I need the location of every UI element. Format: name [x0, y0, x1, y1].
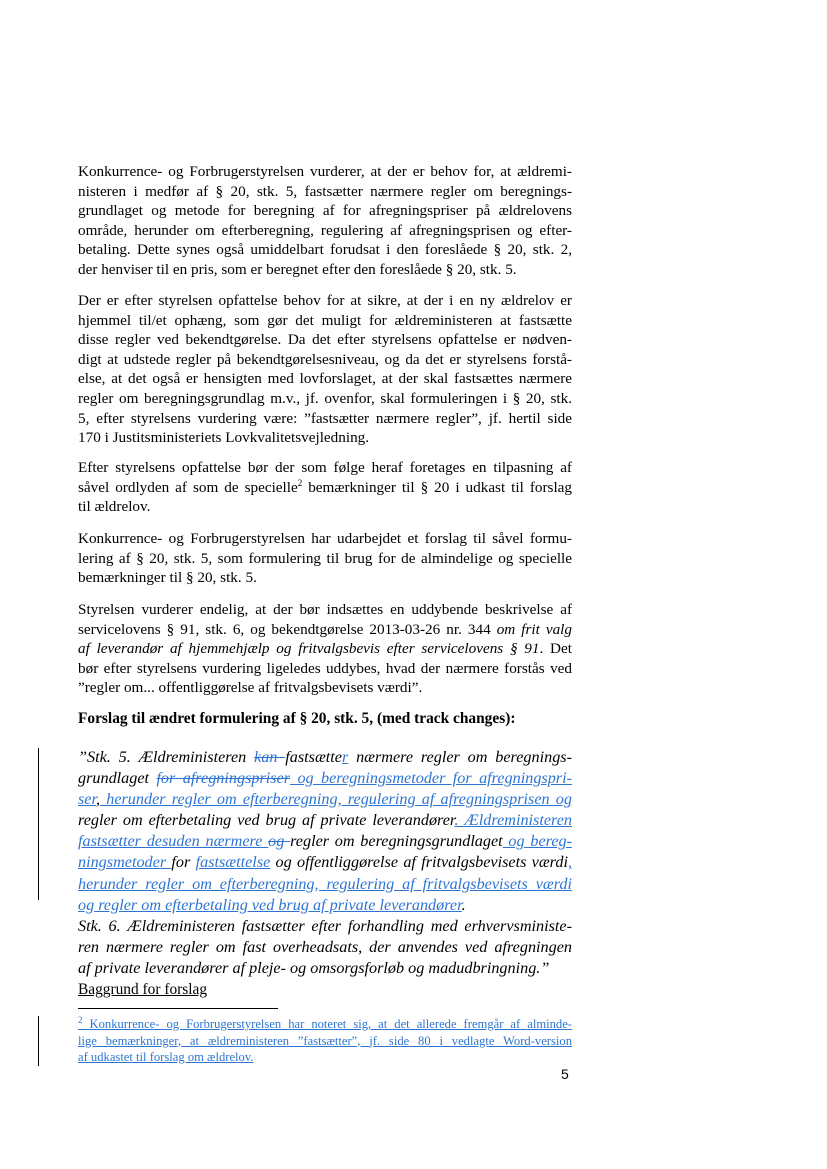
text-line: else, at det også er hensigten med lovforslaget, at der skal fastsættes nærmere: [78, 370, 572, 388]
tracked-line: af private leverandører af pleje- og omsorgsforløb og madudbringning.”: [78, 958, 550, 977]
text-line: [78, 620, 572, 640]
change-bar: [38, 748, 39, 900]
insertion[interactable]: ser: [78, 790, 96, 809]
paragraph-2: [78, 291, 572, 448]
footnote-reference[interactable]: 2: [297, 477, 303, 488]
italic-title: af leverandør af hjemmehjælp og fritvalgsbevis efter servicelovens § 91: [78, 640, 540, 658]
tracked-changes-block: [78, 747, 572, 979]
insertion[interactable]: r: [341, 748, 349, 766]
text-line: område, herunder om efterberegning, regulering af afregningsprisen og efter-: [78, 221, 572, 239]
page-number: 5: [561, 1066, 569, 1082]
text-run: regler om efterbetaling ved brug af private leverandører: [78, 811, 455, 830]
text-line: [78, 478, 572, 498]
deletion[interactable]: kan: [254, 748, 286, 766]
tracked-line: [78, 768, 572, 789]
tracked-line: [78, 895, 572, 916]
text-run: nærmere regler om beregnings-: [348, 748, 572, 766]
text-run: for: [171, 853, 196, 872]
footnote-line: [78, 1016, 572, 1033]
paragraph-3: [78, 458, 572, 517]
text-line: 5, efter styrelsens vurdering være: ”fastsætter nærmere regler”, jf. hertil side: [78, 409, 572, 427]
footnote-line: af udkastet til forslag om ældrelov.: [78, 1050, 254, 1064]
footnote-change-bar: [38, 1016, 39, 1066]
text-line: Efter styrelsens opfattelse bør der som følge heraf foretages en tilpasning af: [78, 459, 572, 476]
text-run: såvel ordlyden af som de specielle: [78, 478, 298, 496]
insertion[interactable]: og regler om efterbetaling ved brug af private leverandører: [78, 895, 462, 914]
deletion[interactable]: og: [268, 832, 291, 851]
deletion[interactable]: for afregningspriser: [156, 769, 291, 788]
paragraph-5: [78, 600, 572, 698]
tracked-line: [78, 831, 572, 852]
text-run: Konkurrence- og Forbrugerstyrelsen har noteret sig, at det allerede fremgår af alminde-: [82, 1017, 572, 1031]
text-line: bør efter styrelsens vurdering ligeledes uddybes, hvad der nærmere forstås ved: [78, 659, 572, 677]
text-run: regler om beregningsgrundlaget: [290, 832, 503, 851]
text-line: Der er efter styrelsen opfattelse behov for at sikre, at der i en ny ældrelov er: [78, 292, 572, 309]
text-line: 170 i Justitsministeriets Lovkvalitetsvejledning.: [78, 429, 370, 447]
text-line: nisteren i medfør af § 20, stk. 5, fastsætter nærmere regler om beregnings-: [78, 182, 572, 200]
text-run: ,: [96, 790, 101, 809]
text-line: regler om beregningsgrundlag m.v., jf. ovenfor, skal formuleringen i § 20, stk.: [78, 389, 572, 407]
tracked-line: [78, 747, 572, 768]
footnote-separator: [78, 1008, 278, 1009]
text-run: . Det: [539, 640, 572, 658]
text-run: grundlaget: [78, 769, 157, 788]
text-line: [78, 639, 572, 659]
subheading: Baggrund for forslag: [78, 981, 208, 998]
text-line: Konkurrence- og Forbrugerstyrelsen vurderer, at der er behov for, at ældremi-: [78, 163, 572, 180]
text-line: Styrelsen vurderer endelig, at der bør indsættes en uddybende beskrivelse af: [78, 601, 572, 618]
insertion[interactable]: herunder regler om efterberegning, regulering af fritvalgsbevisets værdi: [78, 874, 572, 893]
text-line: digt at udstede regler på bekendtgørelsesniveau, og da det er styrelsens forstå-: [78, 350, 572, 368]
text-line: hjemmel til/et ophæng, som gør det muligt for ældreministeren at fastsætte: [78, 311, 572, 329]
text-run: bemærkninger til § 20 i udkast til forslag: [302, 478, 572, 496]
text-run: ”Stk. 5. Ældreministeren: [78, 748, 255, 766]
insertion[interactable]: og beregningsmetoder for afregningspri-: [290, 769, 572, 788]
insertion[interactable]: fastsættelse: [195, 853, 271, 872]
text-line: grundlaget og metode for beregning af for afregningspriser på ældrelovens: [78, 202, 572, 220]
insertion[interactable]: ,: [567, 853, 572, 872]
tracked-line: Stk. 6. Ældreministeren fastsætter efter forhandling med erhvervsministe-: [78, 916, 572, 935]
tracked-line: ren nærmere regler om fast overheadsats, der anvendes ved afregningen: [78, 937, 572, 956]
text-run: og offentliggørelse af fritvalgsbevisets værdi: [270, 853, 568, 872]
paragraph-1: [78, 162, 572, 280]
tracked-line: [78, 810, 572, 831]
text-line: ”regler om... offentliggørelse af fritvalgsbevisets værdi”.: [78, 679, 423, 697]
text-run: .: [461, 895, 466, 914]
footnote-line: lige bemærkninger, at ældreministeren ”fastsætter”, jf. side 80 i vedlagte Word-version: [78, 1033, 572, 1048]
insertion[interactable]: og bereg-: [502, 832, 572, 851]
tracked-line: [78, 874, 572, 895]
tracked-line: [78, 852, 572, 873]
insertion[interactable]: herunder regler om efterberegning, regulering af afregningsprisen og: [100, 790, 572, 809]
text-run: servicelovens § 91, stk. 6, og bekendtgørelse 2013-03-26 nr. 344: [78, 620, 497, 638]
text-line: der henviser til en pris, som er beregnet efter den foreslåede § 20, stk. 5.: [78, 260, 517, 278]
text-line: lering af § 20, stk. 5, som formulering til brug for de almindelige og specielle: [78, 549, 572, 567]
text-line: disse regler ved bekendtgørelse. Da det efter styrelsens opfattelse er nødven-: [78, 331, 572, 349]
footnote: [78, 1016, 572, 1066]
text-line: Konkurrence- og Forbrugerstyrelsen har udarbejdet et forslag til såvel formu-: [78, 530, 572, 547]
tracked-line: [78, 789, 572, 810]
section-heading: Forslag til ændret formulering af § 20, stk. 5, (med track changes):: [78, 710, 516, 727]
text-line: til ældrelov.: [78, 498, 151, 516]
paragraph-4: [78, 529, 572, 588]
footnote-mark: 2: [78, 1014, 83, 1025]
text-run: fastsætte: [285, 748, 342, 766]
text-line: bemærkninger til § 20, stk. 5.: [78, 569, 257, 587]
text-line: betaling. Dette synes også umiddelbart forudsat i den foreslåede § 20, stk. 2,: [78, 241, 572, 259]
insertion[interactable]: fastsætter desuden nærmere: [78, 832, 269, 851]
insertion[interactable]: ningsmetoder: [78, 853, 172, 872]
italic-title: om frit valg: [496, 620, 572, 638]
insertion[interactable]: . Ældreministeren: [454, 811, 572, 830]
